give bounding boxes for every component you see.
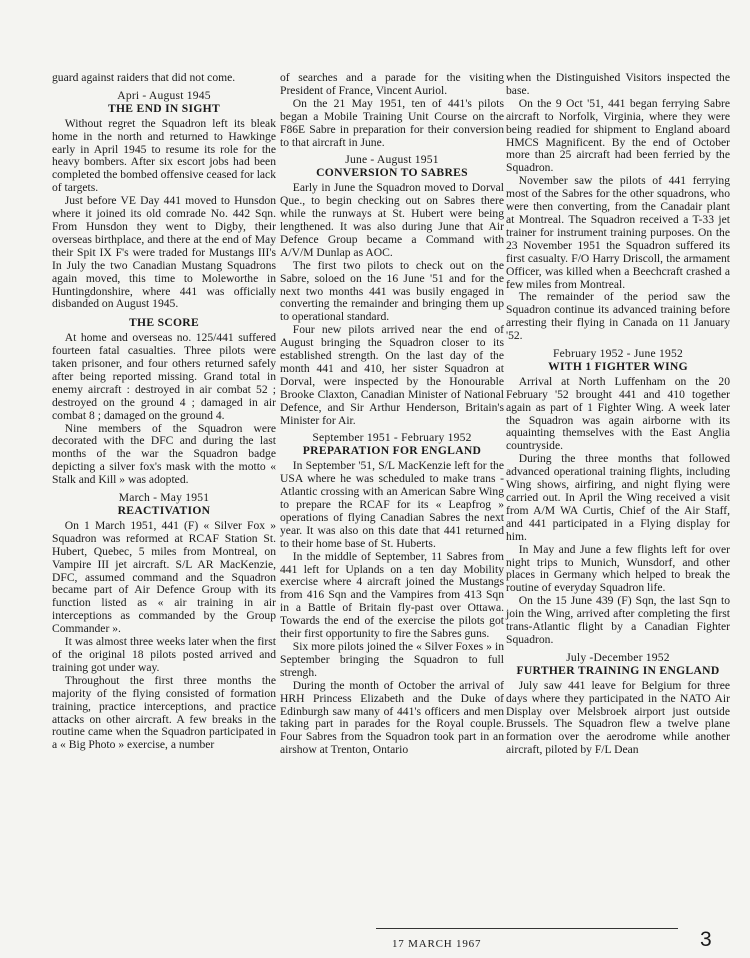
paragraph: It was almost three weeks later when the first of the original 18 pilots posted arrived and training got under way. — [52, 635, 276, 674]
page-number: 3 — [700, 928, 712, 951]
section-date: February 1952 - June 1952 — [553, 347, 683, 361]
section-heading: CONVERSION TO SABRES — [316, 166, 468, 180]
section-date: March - May 1951 — [118, 491, 210, 505]
paragraph: On the 9 Oct '51, 441 began ferrying Sabre aircraft to Norfolk, Virginia, where they were being readied for shipment to England aboard HMCS Magnificent. By the end of October more than 25 aircraft had been ferried by the Squadron. — [506, 96, 730, 175]
paragraph: July saw 441 leave for Belgium for three days where they participated in the NATO Air Display over Melsbroek airport just outside Brussels. The Squadron flew a twelve plane formation over the aerodrome while another aircraft, piloted by F/L Dean — [506, 678, 730, 757]
paragraph: Six more pilots joined the « Silver Foxes » in September bringing the Squadron to full strengh. — [280, 639, 504, 679]
section-date: Apri - August 1945 — [117, 88, 211, 102]
paragraph: Just before VE Day 441 moved to Hunsdon where it joined its old comrade No. 442 Sqn. From Hunsdon they went to Digby, their overseas birthplace, and there at the end of May their Spit IX F's were traded for Mustangs III's In July the two Canadian Mustang Squadrons again moved, this time to Moleworthe in Huntingdonshire, where 441 was officially disbanded on August 1945. — [52, 194, 276, 311]
section-date: September 1951 - February 1952 — [312, 431, 472, 445]
paragraph: Early in June the Squadron moved to Dorval Que., to begin checking out on Sabres there while the runways at St. Hubert were being lengthened. It was also during June that Air Defence Group became a Command with A/V/M Dunlap as AOC. — [280, 181, 504, 259]
paragraph: In September '51, S/L MacKenzie left for the USA where he was scheduled to make trans - Atlantic crossing with an American Sabre Wing to prepare the RCAF for its « Leapfrog » operations of flying Canadian Sabres the next year. It was also on this date that 441 returned to their home base of St. Huberts. — [280, 459, 504, 550]
paragraph: of searches and a parade for the visiting President of France, Vincent Auriol. — [280, 71, 504, 97]
paragraph: During the three months that followed advanced operational training flights, including Wing shows, airfiring, and night flying were carried out. In April the Wing received a visit from A/M WA Curtis, Chief of the Air Staff, and 441 participated in a Flying display for him. — [506, 452, 730, 543]
paragraph: guard against raiders that did not come. — [52, 71, 236, 84]
paragraph: In May and June a few flights left for over night trips to Munich, Wunsdorf, and other places in Germany which helped to break the routine of everyday Squadron life. — [506, 542, 730, 595]
text-column-2 — [280, 72, 504, 757]
paragraph: The first two pilots to check out on the Sabre, soloed on the 16 June '51 and for the next two months 441 was busily engaged in converting the remainder and bringing them up to operational standard. — [280, 258, 504, 324]
paragraph: Arrival at North Luffenham on the 20 February '52 brought 441 and 410 together again as part of 1 Fighter Wing. A week later the Squadron was again airborne with its aquainting themselves with the East Anglia countryside. — [506, 374, 730, 453]
section-heading: THE SCORE — [128, 316, 200, 330]
paragraph: At home and overseas no. 125/441 suffered fourteen fatal casualties. Three pilots were taken prisoner, and four others returned safely after being reported missing. Grand total in enemy aircraft : destroyed in air combat 52 ; destroyed on the ground 4 ; damaged in air combat 8 ; damaged on the ground 4. — [52, 331, 276, 422]
text-column-1 — [52, 72, 276, 752]
paragraph: The remainder of the period saw the Squadron continue its advanced training before arresting their flying in Canada on 11 January '52. — [506, 290, 730, 343]
paragraph: In the middle of September, 11 Sabres from 441 left for Uplands on a ten day Mobility exercise where 4 aircraft joined the Mustangs from 416 Sqn and the Vampires from 413 Sqn in a Battle of Britain fly-past over Ottawa. Towards the end of the exercise the pilots got their first opportunity to fire the Sabres guns. — [280, 549, 504, 641]
paragraph: During the month of October the arrival of HRH Princess Elizabeth and the Duke of Edinburgh saw many of 441's officers and men taking part in parades for the Royal couple. Four Sabres from the Squadron took part in an airshow at Trenton, Ontario — [280, 678, 504, 757]
section-heading: PREPARATION FOR ENGLAND — [302, 444, 482, 458]
paragraph: On the 15 June 439 (F) Sqn, the last Sqn to join the Wing, arrived after completing the first trans-Atlantic flight by a Canadian Fighter Squadron. — [506, 594, 730, 646]
paragraph: Throughout the first three months the majority of the flying consisted of formation training, practice interceptions, and practice attacks on other aircraft. A few breaks in the routine came when the Squadron participated in a « Big Photo » exercise, a number — [52, 673, 276, 752]
footer-date: 17 MARCH 1967 — [392, 938, 482, 950]
section-heading: WITH 1 FIGHTER WING — [548, 359, 688, 373]
footer-rule — [376, 928, 678, 929]
paragraph: when the Distinguished Visitors inspected the base. — [506, 71, 730, 97]
section-date: July -December 1952 — [566, 650, 670, 664]
paragraph: Nine members of the Squadron were decorated with the DFC and during the last months of the war the Squadron badge depicting a silver fox's mask with the motto « Stalk and Kill » was adopted. — [52, 421, 276, 487]
paragraph: November saw the pilots of 441 ferrying most of the Sabres for the other squadrons, who were then converting, from the Canadair plant at Montreal. The Squadron received a T-33 jet trainer for instrument training purposes. On the 23 November 1951 the Squadron suffered its first casualty. F/O Harry Driscoll, the armament Officer, was killed when a Beechcraft crashed a few miles from Montreal. — [506, 174, 730, 291]
section-heading: THE END IN SIGHT — [107, 101, 221, 115]
text-column-3 — [506, 72, 730, 757]
section-heading: FURTHER TRAINING IN ENGLAND — [516, 663, 720, 677]
section-date: June - August 1951 — [345, 153, 439, 167]
paragraph: Four new pilots arrived near the end of August bringing the Squadron closer to its established strength. On the last day of the month 441 and 410, her sister Squadron at Dorval, were inspected by the Honourable Brooke Claxton, Canadian Minister of National Defence, and Sir Arthur Henderson, Britain's Minister for Air. — [280, 323, 504, 427]
paragraph: Without regret the Squadron left its bleak home in the north and returned to Hawkinge early in April 1945 to resume its role for the heavy bombers. After six escort jobs had been completed the bombed offensive ceased for lack of targets. — [52, 116, 276, 195]
paragraph: On the 21 May 1951, ten of 441's pilots began a Mobile Training Unit Course on the F86E Sabre in preparation for their conversion to that aircraft in June. — [280, 96, 504, 149]
paragraph: On 1 March 1951, 441 (F) « Silver Fox » Squadron was reformed at RCAF Station St. Hubert, Quebec, 5 miles from Montreal, on Vampire III jet aircraft. S/L AR MacKenzie, DFC, assumed command and the Squadron became part of Air Defence Group with its function listed as « air training in air interceptions as commanded by the Group Commander ». — [52, 518, 276, 636]
section-heading: REACTIVATION — [117, 504, 211, 517]
